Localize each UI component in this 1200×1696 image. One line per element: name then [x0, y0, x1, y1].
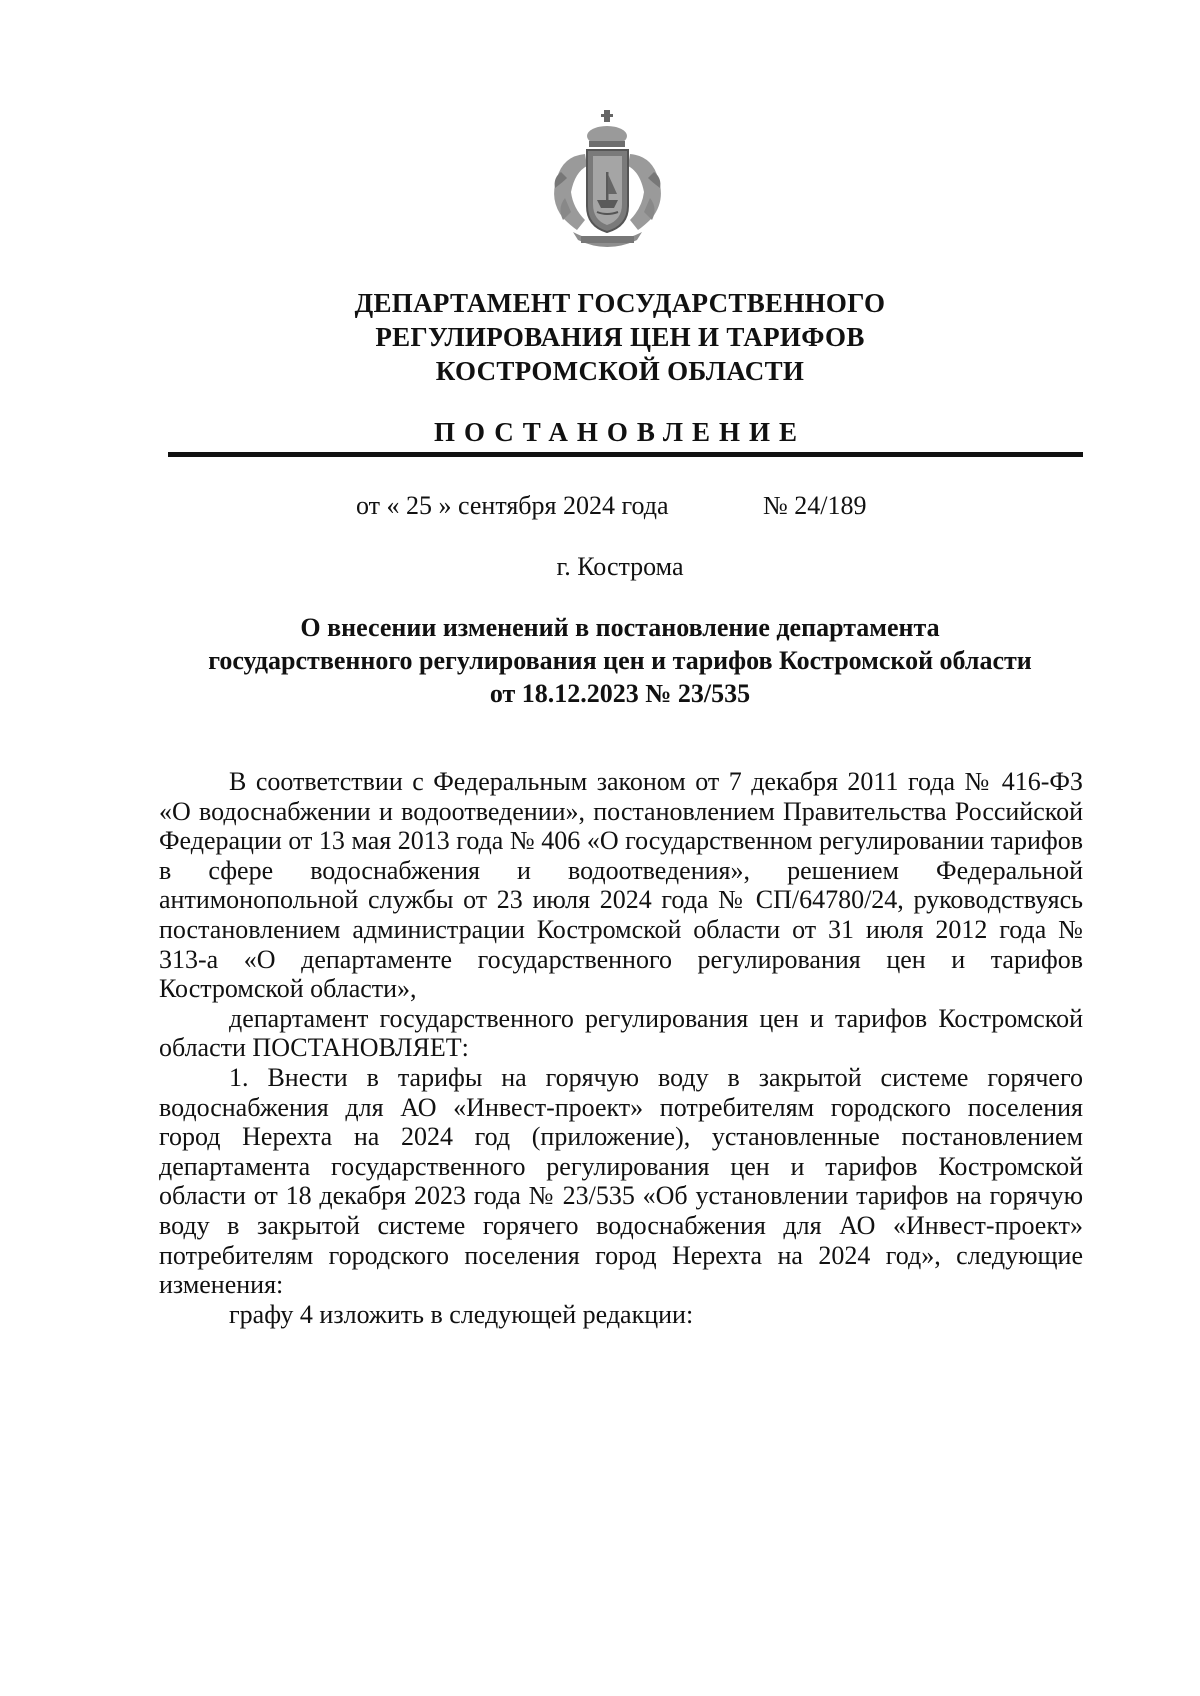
- header-divider: [168, 452, 1083, 457]
- body-paragraph: департамент государственного регулирования цен и тарифов Костромской области ПОСТАНОВЛЯЕТ:: [159, 1003, 1083, 1063]
- subject-line: государственного регулирования цен и тарифов Костромской области: [208, 646, 1032, 675]
- body-paragraph: В соответствии с Федеральным законом от 7 декабря 2011 года № 416-ФЗ «О водоснабжении и водоотведении», постановлением Правительства Российской Федерации от 13 мая 2013 года № 406 «О государственном регулировании тарифов в сфере водоснабжения и водоотведения», решением Федеральной антимонопольной службы от 23 июля 2024 года № СП/64780/24, руководствуясь постановлением администрации Костромской области от 31 июля 2012 года № 313-а «О департаменте государственного регулирования цен и тарифов Костромской области»,: [159, 767, 1083, 1004]
- subject-line: от 18.12.2023 № 23/535: [489, 679, 751, 708]
- document-date: от « 25 » сентября 2024 года: [356, 491, 669, 520]
- department-line: КОСТРОМСКОЙ ОБЛАСТИ: [435, 356, 805, 386]
- kostroma-coat-of-arms-icon: [545, 108, 670, 251]
- body-paragraph: графу 4 изложить в следующей редакции:: [229, 1299, 694, 1329]
- coat-of-arms: [545, 108, 670, 251]
- document-city: г. Кострома: [556, 552, 684, 581]
- department-line: ДЕПАРТАМЕНТ ГОСУДАРСТВЕННОГО: [354, 288, 886, 318]
- department-name: [160, 286, 1080, 388]
- document-type-heading: ПОСТАНОВЛЕНИЕ: [433, 417, 807, 447]
- document-subject: [150, 611, 1090, 710]
- document-body: [159, 767, 1083, 1329]
- department-line: РЕГУЛИРОВАНИЯ ЦЕН И ТАРИФОВ: [375, 322, 865, 352]
- body-paragraph: 1. Внести в тарифы на горячую воду в закрытой системе горячего водоснабжения для АО «Инвест-проект» потребителям городского поселения город Нерехта на 2024 год (приложение), установленные постановлением департамента государственного регулирования цен и тарифов Костромской области от 18 декабря 2023 года № 23/535 «Об установлении тарифов на горячую воду в закрытой системе горячего водоснабжения для АО «Инвест-проект» потребителям городского поселения город Нерехта на 2024 год», следующие изменения:: [159, 1062, 1083, 1300]
- document-number: № 24/189: [763, 491, 867, 520]
- subject-line: О внесении изменений в постановление департамента: [300, 613, 940, 642]
